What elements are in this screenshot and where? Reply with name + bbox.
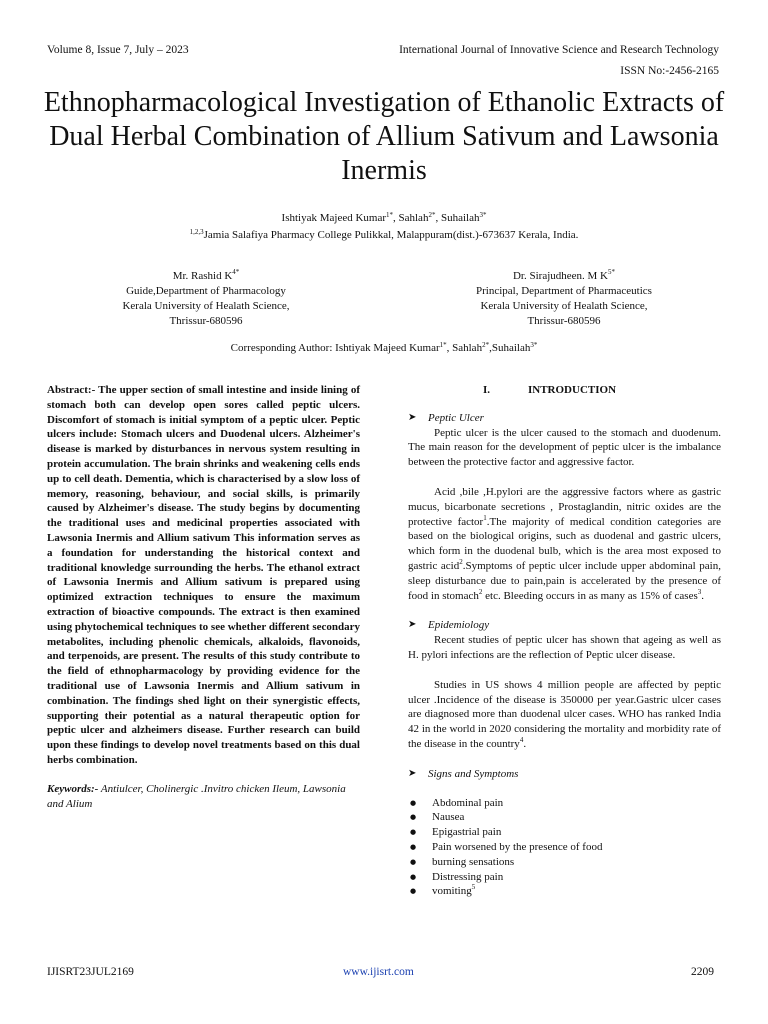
corresponding-author: Corresponding Author: Ishtiyak Majeed Kumar$^{1*}$, Sahlah$^{2*}$,Suhailah$^{3*}$ xyxy=(230,341,538,354)
header-volume: Volume 8, Issue 7, July – 2023 xyxy=(47,44,189,56)
arrow-bullet-icon: ➤ xyxy=(408,767,417,779)
header-issn: ISSN No:-2456-2165 xyxy=(620,65,719,77)
symptoms-list xyxy=(408,796,721,900)
abstract-section xyxy=(47,383,360,811)
list-item: ● Epigastrial pain xyxy=(408,825,721,840)
footer-url-link[interactable]: www.ijisrt.com xyxy=(343,966,414,978)
list-item: ● vomiting$^5$ xyxy=(408,884,721,899)
introduction-section xyxy=(408,383,721,899)
arrow-bullet-icon: ➤ xyxy=(408,619,417,631)
list-item: ● Nausea xyxy=(408,810,721,825)
keywords: Keywords:- Antiulcer, Cholinergic .Invitro chicken Ileum, Lawsonia and Alium xyxy=(47,782,346,810)
affiliation: $^{1,2,3}$Jamia Salafiya Pharmacy College Pulikkal, Malappuram(dist.)-673637 Kerala, India. xyxy=(189,228,579,241)
author-line: Ishtiyak Majeed Kumar$^{1*}$, Sahlah$^{2*}$, Suhailah$^{3*}$ xyxy=(281,211,487,224)
principal-block: Dr. Sirajudheen. M $K^{5*}$ Principal, Department of Pharmaceutics Kerala University of Healath Science, Thrissur-680596 xyxy=(476,268,652,327)
abstract-text: Abstract:- The upper section of small intestine and inside lining of stomach both can develop open sores called peptic ulcers. Discomfort of stomach is initial symptom of a peptic ulcer. Peptic ulcers include: Stomach ulcers and Duodenal ulcers. Alzheimer's disease is marked by disturbances in nervous system resulting in protein accumulation. The brain shrinks and weakening cells ends up to cell death. Dementia, which is characterised by a slow loss of memory, reasoning, behaviour, and social skills, is primarily caused by Alzheimer's disease. The study begins by documenting the traditional uses and medicinal properties associated with Lawsonia Inermis and Allium sativum This information serves as a foundation for understanding the historical context and traditional knowledge surrounding the herbs. The ethanol extract of Lawsonia Inermis and Allium sativum is prepared using optimized extraction techniques to ensure the maximum extraction of bioactive compounds. The extract is then examined using phytochemical techniques to see whether different secondary metabolites, including phenolic chemicals, alkaloids, flavonoids, and terpenoids, are present. The results of this study contribute to the field of ethnopharmacology by providing evidence for the traditional use of Lawsonia Inermis and Allium sativum in combination. The findings shed light on their synergistic effects, supporting their potential as a natural therapeutic option for peptic ulcer and alzheimers disease. Further research can build upon these findings to develop novel treatments based on this dual herbs combination. xyxy=(47,384,360,766)
paper-title: Ethnopharmacological Investigation of Ethanolic Extracts of Dual Herbal Combination of Allium Sativum and Lawsonia Inermis xyxy=(43,87,725,186)
list-item: ● Pain worsened by the presence of food xyxy=(408,840,721,855)
paragraph: Acid ,bile ,H.pylori are the aggressive factors where as gastric mucus, bicarbonate secretions , Prostaglandin, nitric oxides are the protective factor$^1$.The majority of medical condition categories are based on the biological origins, such as duodenal and gastric ulcers, which form in the duodenal bulb, which is the area most exposed to gastric acid$^2$.Symptoms of peptic ulcer include upper abdominal pain, sleep disturbance due to pain,pain is accelerated by the presence of food in stomach$^2$ etc. Bleeding occurs in as many as 15% of cases$^3$. xyxy=(408,485,721,602)
subheading-epidemiology: ➤ Epidemiology xyxy=(408,619,490,632)
list-item: ● burning sensations xyxy=(408,855,721,870)
guide-block: Mr. Rashid $K^{4*}$ Guide,Department of Pharmacology Kerala University of Healath Science, Thrissur-680596 xyxy=(122,268,290,327)
arrow-bullet-icon: ➤ xyxy=(408,411,417,423)
subheading-peptic-ulcer: ➤ Peptic Ulcer xyxy=(408,411,484,424)
footer-code: IJISRT23JUL2169 xyxy=(47,966,134,978)
section-heading: I. INTRODUCTION xyxy=(482,384,617,396)
list-item: ● Abdominal pain xyxy=(408,796,721,811)
header-journal: International Journal of Innovative Science and Research Technology xyxy=(399,44,719,56)
page-number: 2209 xyxy=(691,966,714,978)
subheading-signs-symptoms: ➤ Signs and Symptoms xyxy=(408,767,519,780)
paragraph: Peptic ulcer is the ulcer caused to the stomach and duodenum. The main reason for the development of peptic ulcer is the imbalance between the protective factor and aggressive factor. xyxy=(408,426,721,469)
list-item: ● Distressing pain xyxy=(408,870,721,885)
paragraph: Studies in US shows 4 million people are affected by peptic ulcer .Incidence of the disease is 350000 per year.Gastric ulcer cases are diagnosed more than duodenal ulcer cases. WHO has ranked India 42 in the world in 2020 considering the mortality and morbidity rate of the disease in the country$^4$. xyxy=(408,678,721,750)
paragraph: Recent studies of peptic ulcer has shown that ageing as well as H. pylori infections are the reflection of Peptic ulcer disease. xyxy=(408,634,721,661)
